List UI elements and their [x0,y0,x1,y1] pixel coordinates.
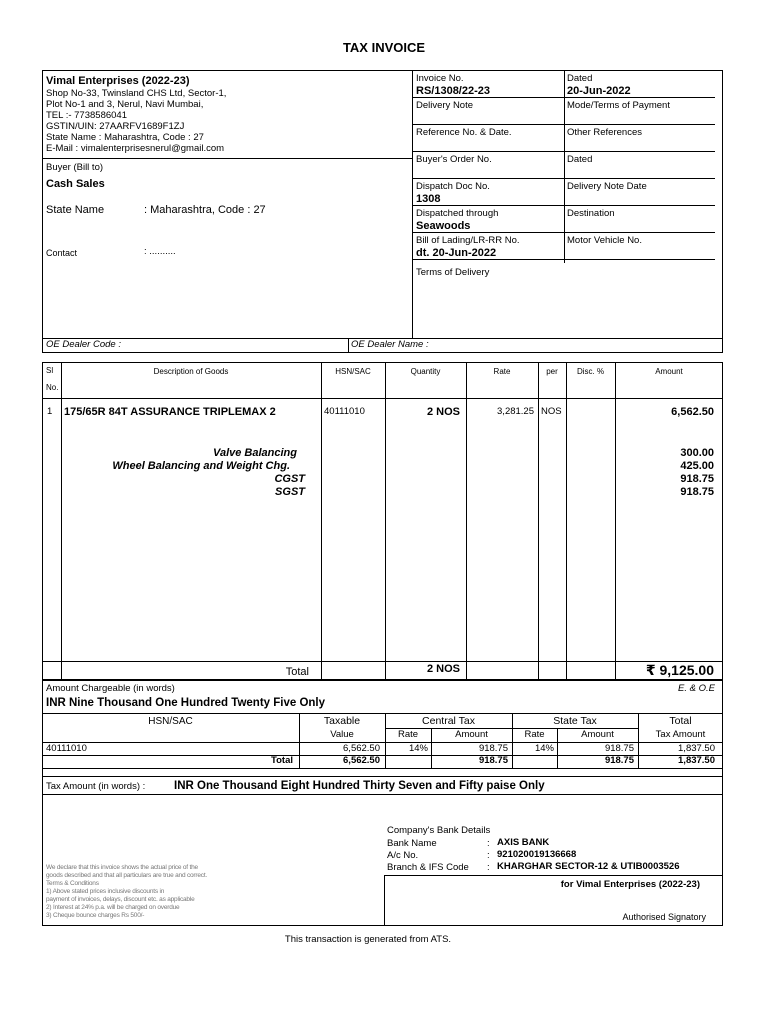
col-sl: Sl [46,366,54,375]
seller-address-line: Plot No-1 and 3, Nerul, Navi Mumbai, [46,99,204,110]
invoice-no: RS/1308/22-23 [416,85,490,97]
tax-total-c-amount: 918.75 [478,755,508,766]
bill-of-lading-label: Bill of Lading/LR-RR No. [416,235,520,246]
tax-col-central: Central Tax [422,715,475,727]
item-rate: 3,281.25 [497,406,534,417]
tax-col-tax-amount: Tax Amount [655,729,706,740]
seller-state: State Name : Maharashtra, Code : 27 [46,132,204,143]
eoe: E. & O.E [678,683,715,694]
tax-col-state: State Tax [553,715,597,727]
buyer-label: Buyer (Bill to) [46,162,104,173]
dispatch-doc-label: Dispatch Doc No. [416,181,490,192]
seller-email: E-Mail : vimalenterprisesnerul@gmail.com [46,143,225,154]
other-references-label: Other References [567,127,642,138]
mode-terms-label: Mode/Terms of Payment [567,100,670,111]
seller-name: Vimal Enterprises (2022-23) [46,75,190,87]
footer-note: This transaction is generated from ATS. [284,934,452,945]
tax-row-c-amount: 918.75 [478,743,508,754]
bank-branch: KHARGHAR SECTOR-12 & UTIB0003526 [497,861,680,872]
tax-col-value: Value [330,729,354,740]
item-per: NOS [541,406,562,417]
charge-label: CGST [274,473,305,485]
dated-label: Dated [567,73,593,84]
col-hsn: HSN/SAC [335,367,371,376]
col-amount: Amount [655,367,683,376]
total-quantity: 2 NOS [426,663,460,675]
col-quantity: Quantity [410,367,441,376]
order-dated-label: Dated [567,154,593,165]
tax-total-label: Total [271,755,293,766]
dispatch-doc-no: 1308 [416,193,441,205]
dispatched-through: Seawoods [416,220,471,232]
tax-row-s-rate: 14% [534,743,554,754]
bank-branch-label: Branch & IFS Code [387,862,469,873]
destination-label: Destination [567,208,615,219]
delivery-note-label: Delivery Note [416,100,474,111]
charge-amount: 918.75 [680,486,714,498]
tax-total-taxable: 6,562.50 [343,755,380,766]
amount-words: INR Nine Thousand One Hundred Twenty Five Only [46,697,326,709]
tax-col-s-rate: Rate [524,729,545,740]
tax-row-s-amount: 918.75 [604,743,634,754]
tax-col-c-amount: Amount [455,729,488,740]
charge-amount: 300.00 [680,447,714,459]
tax-words-label: Tax Amount (in words) : [46,781,146,792]
item-sl: 1 [47,406,53,417]
tax-col-taxable: Taxable [323,715,361,727]
delivery-note-date-label: Delivery Note Date [567,181,647,192]
col-rate: Rate [493,367,511,376]
buyer-contact-value: : .......... [144,246,176,257]
tax-col-hsn: HSN/SAC [148,716,193,727]
bank-account-number: 921020019136668 [497,849,577,860]
bank-ac-label: A/c No. [387,850,419,861]
bank-heading: Company's Bank Details [387,825,491,836]
tax-row-total: 1,837.50 [678,743,715,754]
terms-of-delivery-label: Terms of Delivery [416,267,490,278]
buyer-name: Cash Sales [46,178,105,190]
buyer-contact-label: Contact [46,248,78,258]
tax-total-total: 1,837.50 [678,755,715,766]
declaration: We declare that this invoice shows the actual price of the goods described and that all particulars are true and correct. Terms & Conditions 1) Above stated prices inclusive discounts in payment of invoices, delays, discount etc. as applicable 2) Interest at 24% p.a. will be charged on overdue 3) Cheque bounce charges Rs 500/- [46,864,208,919]
dispatched-through-label: Dispatched through [416,208,499,219]
seller-phone: TEL :- 7738586041 [46,110,127,121]
charge-label: Valve Balancing [213,447,297,459]
charge-amount: 425.00 [680,460,714,472]
signatory-company: for Vimal Enterprises (2022-23) [560,879,700,890]
reference-label: Reference No. & Date. [416,127,512,138]
charge-label: Wheel Balancing and Weight Chg. [112,460,290,472]
buyer-state-label: State Name [46,204,105,216]
amount-words-label: Amount Chargeable (in words) [46,683,175,694]
item-amount: 6,562.50 [671,406,714,418]
bank-name-label: Bank Name [387,838,437,849]
tax-words: INR One Thousand Eight Hundred Thirty Seven and Fifty paise Only [174,780,545,792]
col-disc: Disc. % [576,367,605,376]
page-title: TAX INVOICE [342,40,426,55]
charge-amount: 918.75 [680,473,714,485]
tax-col-total: Total [669,715,692,727]
dealer-name-label: OE Dealer Name : [351,339,429,350]
tax-total-s-amount: 918.75 [604,755,634,766]
motor-vehicle-label: Motor Vehicle No. [567,235,642,246]
invoice-no-label: Invoice No. [416,73,464,84]
authorised-signatory: Authorised Signatory [622,912,706,922]
item-quantity: 2 NOS [426,406,460,418]
item-hsn: 40111010 [324,406,365,417]
tax-row-taxable: 6,562.50 [343,743,380,754]
bank-name: AXIS BANK [497,837,550,848]
tax-row-hsn: 40111010 [46,743,87,754]
buyers-order-label: Buyer's Order No. [416,154,492,165]
buyer-state-value: : Maharashtra, Code : 27 [144,204,266,216]
total-amount: ₹ 9,125.00 [645,662,714,678]
total-label: Total [285,666,309,678]
item-description: 175/65R 84T ASSURANCE TRIPLEMAX 2 [64,406,276,418]
bill-of-lading: dt. 20-Jun-2022 [416,247,497,259]
col-description: Description of Goods [153,367,229,376]
col-no: No. [46,383,59,392]
charge-label: SGST [275,486,305,498]
tax-col-s-amount: Amount [581,729,614,740]
tax-row-c-rate: 14% [408,743,428,754]
invoice-date: 20-Jun-2022 [567,85,631,97]
col-per: per [546,367,558,376]
seller-gstin: GSTIN/UIN: 27AARFV1689F1ZJ [46,121,185,132]
dealer-code-label: OE Dealer Code : [46,339,121,350]
tax-col-c-rate: Rate [397,729,419,740]
seller-address-line: Shop No-33, Twinsland CHS Ltd, Sector-1, [46,88,227,99]
